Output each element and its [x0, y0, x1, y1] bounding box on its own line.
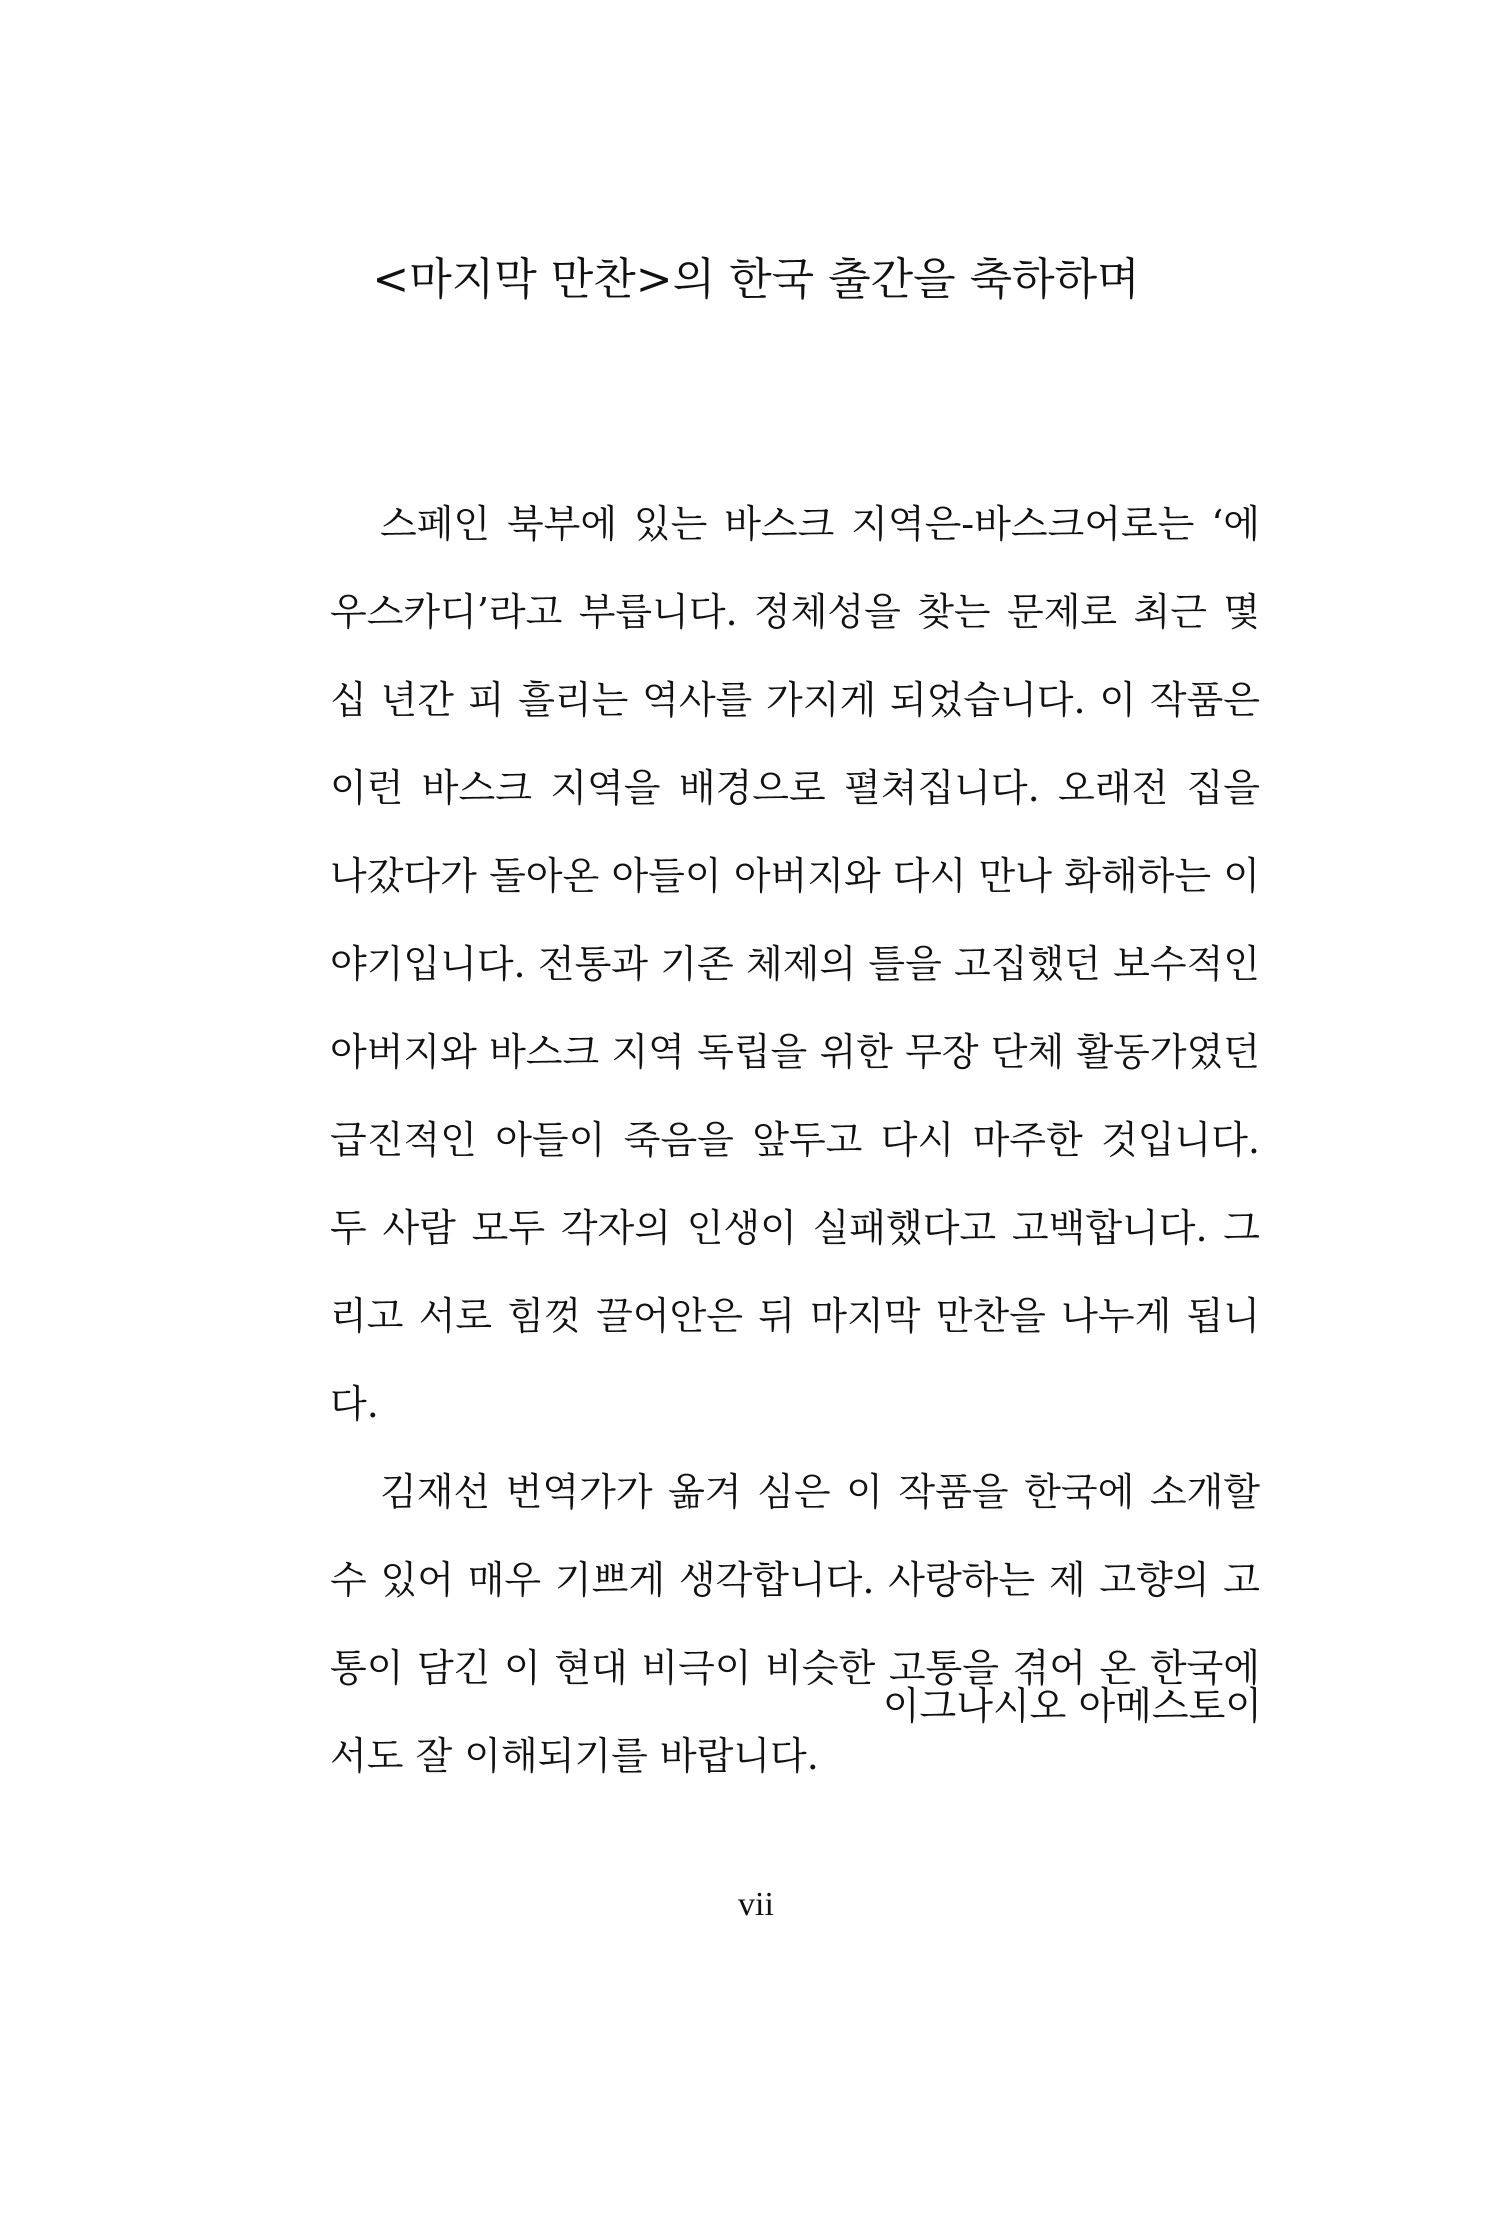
paragraph-2-line-2: 수 있어 매우 기쁘게 생각합니다. 사랑하는 제 고향의 고 [330, 1558, 1260, 1602]
paragraph-2-line-4: 서도 잘 이해되기를 바랍니다. [330, 1734, 819, 1778]
paragraph-1-line-4: 이런 바스크 지역을 배경으로 펼쳐집니다. 오래전 집을 [330, 766, 1260, 810]
paragraph-1-line-7: 아버지와 바스크 지역 독립을 위한 무장 단체 활동가였던 [330, 1030, 1260, 1074]
paragraph-1-line-5: 나갔다가 돌아온 아들이 아버지와 다시 만나 화해하는 이 [330, 854, 1260, 898]
page-number: vii [738, 1886, 774, 1923]
paragraph-1-line-10: 리고 서로 힘껏 끌어안은 뒤 마지막 만찬을 나누게 됩니 [330, 1294, 1260, 1338]
preface-body [330, 480, 1260, 1800]
paragraph-1-line-11: 다. [330, 1382, 379, 1426]
paragraph-1-line-3: 십 년간 피 흘리는 역사를 가지게 되었습니다. 이 작품은 [330, 678, 1260, 722]
paragraph-1-line-8: 급진적인 아들이 죽음을 앞두고 다시 마주한 것입니다. [330, 1118, 1260, 1162]
paragraph-2-line-3: 통이 담긴 이 현대 비극이 비슷한 고통을 겪어 온 한국에 [330, 1646, 1260, 1690]
page-title: <마지막 만찬>의 한국 출간을 축하하며 [372, 254, 1140, 305]
paragraph-1-line-9: 두 사람 모두 각자의 인생이 실패했다고 고백합니다. 그 [330, 1206, 1260, 1250]
paragraph-1-line-1: 스페인 북부에 있는 바스크 지역은-바스크어로는 ‘에 [380, 502, 1260, 546]
paragraph-1-line-2: 우스카디’라고 부릅니다. 정체성을 찾는 문제로 최근 몇 [330, 590, 1260, 634]
paragraph-2-line-1: 김재선 번역가가 옮겨 심은 이 작품을 한국에 소개할 [380, 1470, 1260, 1514]
paragraph-1-line-6: 야기입니다. 전통과 기존 체제의 틀을 고집했던 보수적인 [330, 942, 1260, 986]
author-signature: 이그나시오 아메스토이 [882, 1684, 1262, 1728]
